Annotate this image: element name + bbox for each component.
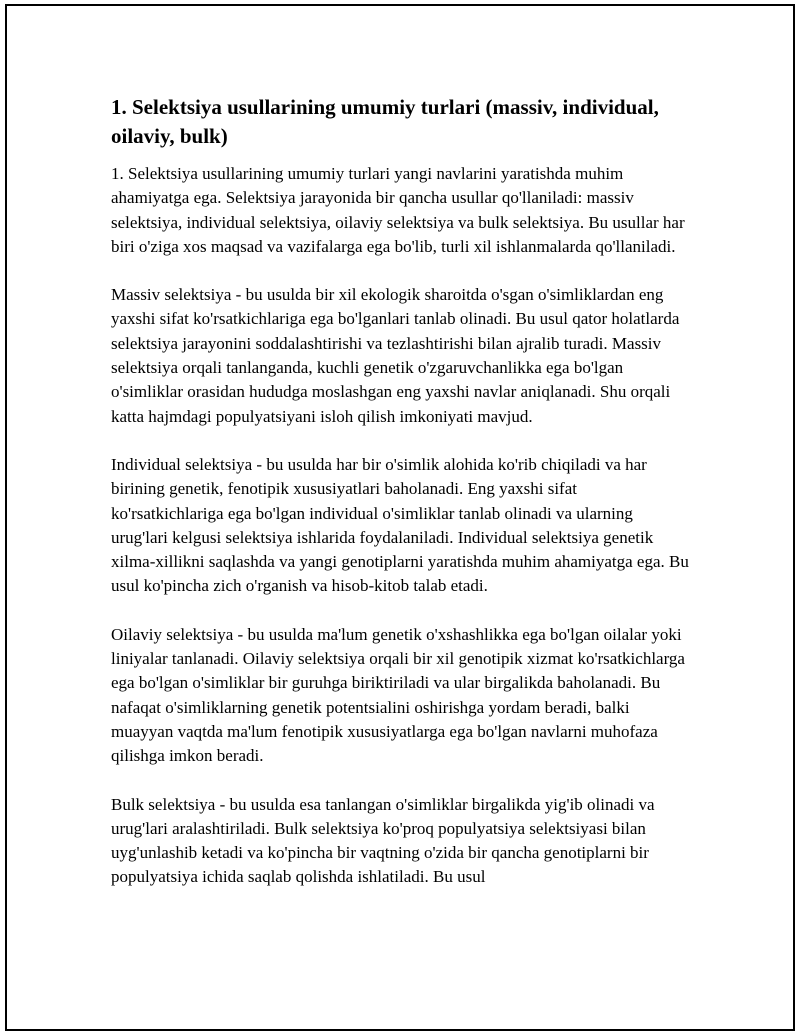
document-body (111, 93, 691, 914)
paragraph-oilaviy: Oilaviy selektsiya - bu usulda ma'lum genetik o'xshashlikka ega bo'lgan oilalar yoki liniyalar tanlanadi. Oilaviy selektsiya orqali bir xil genotipik xizmat ko'rsatkichlarga ega bo'lgan o'simliklar bir guruhga biriktiriladi va ular birgalikda baholanadi. Bu nafaqat o'simliklarning genetik potentsialini oshirishga yordam beradi, balki muayyan vaqtda ma'lum fenotipik xususiyatlarga ega bo'lgan navlarni muhofaza qilishga imkon beradi. (111, 624, 685, 766)
paragraph-massiv: Massiv selektsiya - bu usulda bir xil ekologik sharoitda o'sgan o'simliklardan eng yaxshi sifat ko'rsatkichlariga ega bo'lganlari tanlab olinadi. Bu usul qator holatlarda selektsiya jarayonini soddalashtirishi va tezlashtirishi bilan ajralib turadi. Massiv selektsiya orqali tanlanganda, kuchli genetik o'zgaruvchanlikka ega bo'lgan o'simliklar orasidan hududga moslashgan eng yaxshi navlar aniqlanadi. Shu orqali katta hajmdagi populyatsiyani isloh qilish imkoniyati mavjud. (111, 285, 680, 426)
document-title: 1. Selektsiya usullarining umumiy turlari (massiv, individual, oilaviy, bulk) (111, 95, 659, 148)
paragraph-bulk: Bulk selektsiya - bu usulda esa tanlangan o'simliklar birgalikda yig'ib olinadi va urug'lari aralashtiriladi. Bulk selektsiya ko'proq populyatsiya selektsiyasi bilan uyg'unlashib ketadi va ko'pincha bir vaqtning o'zida bir qancha genotiplarni bir populyatsiya ichida saqlab qolishda ishlatiladi. Bu usul (111, 794, 655, 887)
paragraph-intro: 1. Selektsiya usullarining umumiy turlari yangi navlarini yaratishda muhim ahamiyatga ega. Selektsiya jarayonida bir qancha usullar qo'llaniladi: massiv selektsiya, individual selektsiya, oilaviy selektsiya va bulk selektsiya. Bu usullar har biri o'ziga xos maqsad va vazifalarga ega bo'lib, turli xil ishlanmalarda qo'llaniladi. (111, 164, 685, 256)
paragraph-individual: Individual selektsiya - bu usulda har bir o'simlik alohida ko'rib chiqiladi va har birining genetik, fenotipik xususiyatlari baholanadi. Eng yaxshi sifat ko'rsatkichlariga ega bo'lgan individual o'simliklar tanlab olinadi va ularning urug'lari kelgusi selektsiya ishlarida foydalaniladi. Individual selektsiya genetik xilma-xillikni saqlashda va yangi genotiplarni yaratishda muhim ahamiyatga ega. Bu usul ko'pincha zich o'rganish va hisob-kitob talab etadi. (111, 454, 689, 596)
